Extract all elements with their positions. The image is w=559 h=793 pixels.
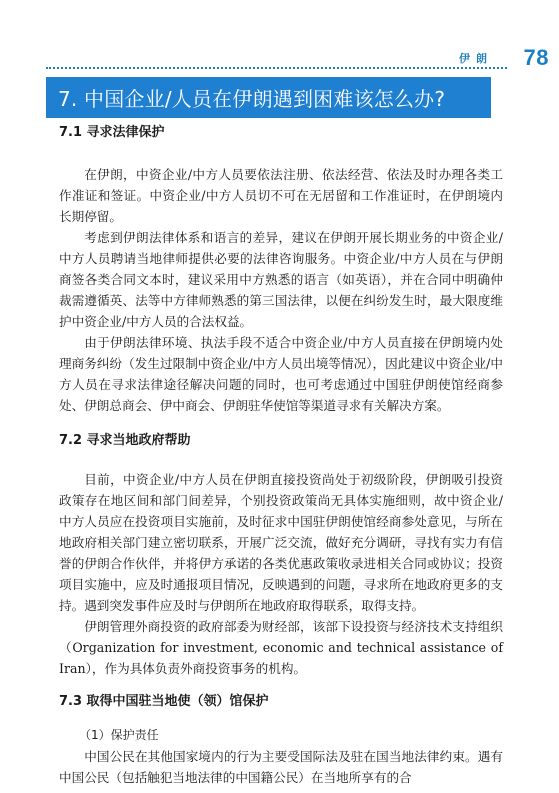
header-country-label: 伊朗 xyxy=(459,52,493,65)
section-7-1 xyxy=(59,122,503,416)
header-dotted-rule xyxy=(46,67,507,69)
page-number: 78 xyxy=(523,45,549,70)
section-title: 7.1 寻求法律保护 xyxy=(59,125,165,140)
paragraph: 在伊朗，中资企业/中方人员要依法注册、依法经营、依法及时办理各类工作准证和签证。中资企业/中方人员切不可在无居留和工作准证时，在伊朗境内长期停留。 xyxy=(59,167,503,224)
sub-item-heading: （1）保护责任 xyxy=(79,728,159,742)
section-title: 7.2 寻求当地政府帮助 xyxy=(59,433,191,448)
paragraph: 考虑到伊朗法律体系和语言的差异，建议在伊朗开展长期业务的中资企业/中方人员聘请当地律师提供必要的法律咨询服务。中资企业/中方人员在与伊朗商签各类合同文本时，建议采用中方熟悉的语言（如英语），并在合同中明确仲裁需遵循英、法等中方律师熟悉的第三国法律，以便在纠纷发生时，最大限度维护中资企业/中方人员的合法权益。 xyxy=(59,230,503,329)
body-content xyxy=(59,122,503,788)
chapter-title-bar xyxy=(46,77,491,118)
running-header xyxy=(46,45,559,70)
paragraph: 由于伊朗法律环境、执法手段不适合中资企业/中方人员直接在伊朗境内处理商务纠纷（发生过限制中资企业/中方人员出境等情况），因此建议中资企业/中方人员在寻求法律途径解决问题的同时，也可考虑通过中国驻伊朗使馆经商参处、伊朗总商会、伊中商会、伊朗驻华使馆等渠道寻求有关解决方案。 xyxy=(59,335,503,413)
paragraph: 伊朗管理外商投资的政府部委为财经部，该部下设投资与经济技术支持组织（Organization for investment, economic and technical assistance of Iran），作为具体负责外商投资事务的机构。 xyxy=(59,619,503,676)
chapter-title: 7. 中国企业/人员在伊朗遇到困难该怎么办? xyxy=(58,87,446,111)
section-7-2 xyxy=(59,430,503,679)
section-7-3 xyxy=(59,691,503,788)
paragraph: 目前，中资企业/中方人员在伊朗直接投资尚处于初级阶段，伊朗吸引投资政策存在地区间和部门间差异，个别投资政策尚无具体实施细则，故中资企业/中方人员应在投资项目实施前，及时征求中国驻伊朗使馆经商参处意见，与所在地政府相关部门建立密切联系，开展广泛交流，做好充分调研，寻找有实力有信誉的伊朗合作伙伴，并将伊方承诺的各类优惠政策收录进相关合同或协议；投资项目实施中，应及时通报项目情况，反映遇到的问题，寻求所在地政府更多的支持。遇到突发事件应及时与伊朗所在地政府取得联系，取得支持。 xyxy=(59,472,503,613)
paragraph: 中国公民在其他国家境内的行为主要受国际法及驻在国当地法律约束。遇有中国公民（包括触犯当地法律的中国籍公民）在当地所享有的合 xyxy=(59,749,503,785)
section-title: 7.3 取得中国驻当地使（领）馆保护 xyxy=(59,694,269,709)
